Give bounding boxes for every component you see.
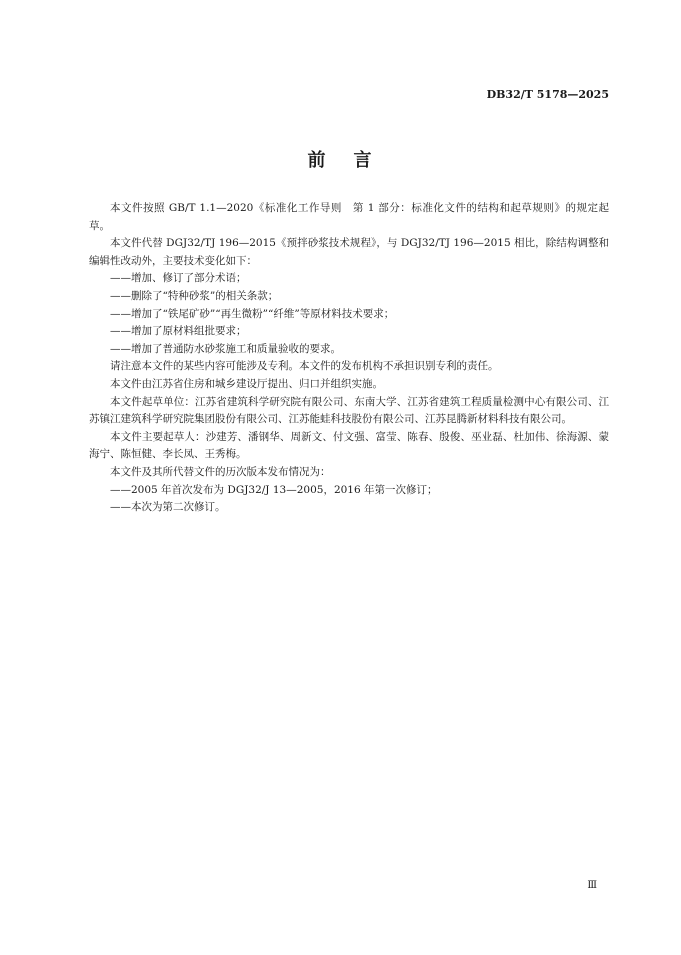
title-char-1: 前 [307,150,328,171]
paragraph-drafters: 本文件主要起草人：沙建芳、潘钢华、周新文、付文强、富莹、陈春、殷俊、巫业磊、杜加伟、徐海源、蒙海宁、陈恒健、李长凤、王秀梅。 [89,430,609,461]
foreword-body [89,200,609,517]
paragraph-proposer: 本文件由江苏省住房和城乡建设厅提出、归口并组织实施。 [110,377,383,390]
paragraph-patent-notice: 请注意本文件的某些内容可能涉及专利。本文件的发布机构不承担识别专利的责任。 [110,360,499,373]
paragraph-history-intro: 本文件及其所代替文件的历次版本发布情况为： [110,465,331,478]
page-number: Ⅲ [587,880,597,891]
standard-code: DB32/T 5178—2025 [486,88,609,101]
change-item: ——增加了“铁尾矿砂”“再生微粉”“纤维”等原材料技术要求； [110,307,395,320]
paragraph-replacement: 本文件代替 DGJ32/TJ 196—2015《预拌砂浆技术规程》，与 DGJ32/TJ 196—2015 相比，除结构调整和编辑性改动外，主要技术变化如下： [89,237,609,267]
title-char-2: 言 [353,150,374,171]
paragraph-drafting-rules: 本文件按照 GB/T 1.1—2020《标准化工作导则 第 1 部分：标准化文件的结构和起草规则》的规定起草。 [89,202,609,232]
change-item: ——增加了普通防水砂浆施工和质量验收的要求。 [110,342,341,355]
change-item: ——增加、修订了部分术语； [110,272,247,285]
history-item: ——2005 年首次发布为 DGJ32/J 13—2005，2016 年第一次修订； [110,483,438,496]
history-item: ——本次为第二次修订。 [110,501,226,514]
change-item: ——删除了“特种砂浆”的相关条款； [110,289,279,302]
change-item: ——增加了原材料组批要求； [110,325,247,338]
page-title [0,146,681,172]
paragraph-drafting-units: 本文件起草单位：江苏省建筑科学研究院有限公司、东南大学、江苏省建筑工程质量检测中心有限公司、江苏镇江建筑科学研究院集团股份有限公司、江苏能蛙科技股份有限公司、江苏昆腾新材料科技有限公司。 [89,395,609,426]
